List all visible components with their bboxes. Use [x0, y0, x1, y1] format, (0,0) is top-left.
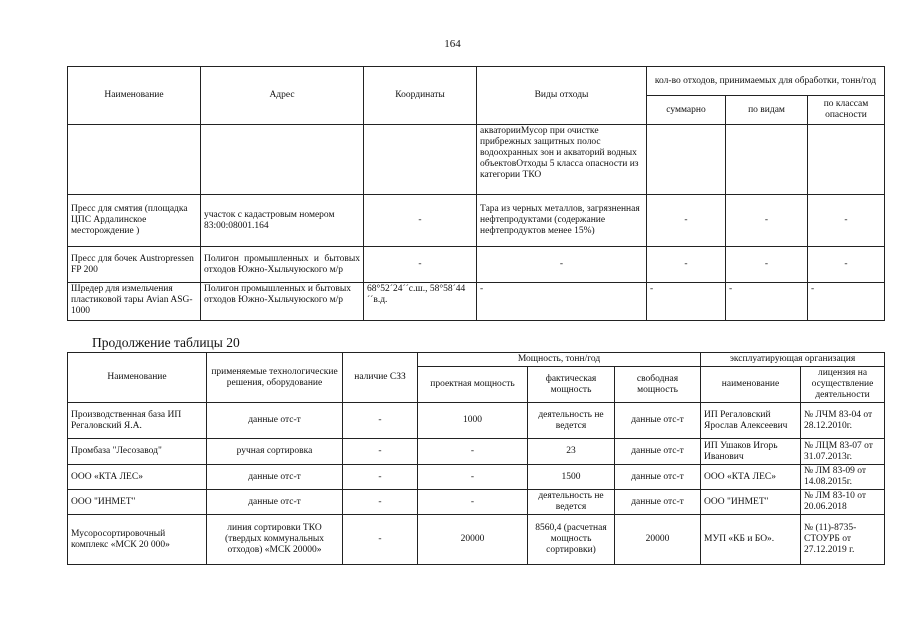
cell-szz: - — [343, 465, 418, 490]
cell-coordinates — [364, 125, 477, 195]
cell-by-hazard: - — [808, 195, 885, 247]
cell-design: 20000 — [418, 515, 528, 565]
cell-name: ООО "ИНМЕТ" — [68, 490, 207, 515]
cell-waste: акваторииМусор при очистке прибрежных защитных полос водоохранных зон и акваторий водных объектовОтходы 5 класса опасности из категории ТКО — [477, 125, 647, 195]
cell-design: 1000 — [418, 403, 528, 439]
cell-szz: - — [343, 439, 418, 465]
cell-operator: ООО "ИНМЕТ" — [701, 490, 801, 515]
header-design-capacity: проектная мощность — [418, 367, 528, 403]
cell-design: - — [418, 465, 528, 490]
cell-szz: - — [343, 515, 418, 565]
cell-free: 20000 — [615, 515, 701, 565]
header-szz: наличие СЗЗ — [343, 353, 418, 403]
header-operator-name: наименование — [701, 367, 801, 403]
cell-address: Полигон промышленных и бытовых отходов Южно-Хыльчуюского м/р — [201, 247, 364, 283]
cell-technology: ручная сортировка — [207, 439, 343, 465]
header-coordinates: Координаты — [364, 67, 477, 125]
cell-total: - — [647, 195, 726, 247]
cell-license: № ЛМ 83-10 от 20.06.2018 — [801, 490, 885, 515]
cell-name — [68, 125, 201, 195]
cell-szz: - — [343, 403, 418, 439]
cell-license: № ЛЦМ 83-07 от 31.07.2013г. — [801, 439, 885, 465]
cell-total: - — [647, 283, 726, 321]
cell-operator: ООО «КТА ЛЕС» — [701, 465, 801, 490]
cell-by-hazard — [808, 125, 885, 195]
header-operator-group: эксплуатирующая организация — [701, 353, 885, 367]
cell-free: данные отс-т — [615, 439, 701, 465]
cell-waste: - — [477, 283, 647, 321]
cell-operator: ИП Регаловский Ярослав Алексеевич — [701, 403, 801, 439]
cell-license: № (11)-8735-СТОУРБ от 27.12.2019 г. — [801, 515, 885, 565]
continuation-title: Продолжение таблицы 20 — [92, 335, 240, 350]
cell-by-type: - — [726, 195, 808, 247]
table-row — [68, 195, 885, 247]
table-row — [68, 403, 885, 439]
cell-name: ООО «КТА ЛЕС» — [68, 465, 207, 490]
cell-name: Пресс для смятия (площадка ЦПС Ардалинское месторождение ) — [68, 195, 201, 247]
cell-operator: МУП «КБ и БО». — [701, 515, 801, 565]
table-row — [68, 515, 885, 565]
cell-total — [647, 125, 726, 195]
cell-name: Промбаза "Лесозавод" — [68, 439, 207, 465]
cell-by-hazard: - — [808, 283, 885, 321]
cell-actual: 1500 — [528, 465, 615, 490]
cell-actual: деятельность не ведется — [528, 403, 615, 439]
waste-sorting-facilities-table — [67, 352, 885, 565]
header-quantity-group: кол-во отходов, принимаемых для обработки, тонн/год — [647, 67, 885, 96]
cell-waste: - — [477, 247, 647, 283]
table-row — [68, 283, 885, 321]
header-license: лицензия на осуществление деятельности — [801, 367, 885, 403]
cell-free: данные отс-т — [615, 465, 701, 490]
header-technology: применяемые технологические решения, оборудование — [207, 353, 343, 403]
cell-by-type: - — [726, 247, 808, 283]
cell-by-type: - — [726, 283, 808, 321]
cell-address — [201, 125, 364, 195]
table-row — [68, 439, 885, 465]
cell-technology: данные отс-т — [207, 465, 343, 490]
table-row — [68, 247, 885, 283]
header-waste-types: Виды отходы — [477, 67, 647, 125]
cell-name: Пресс для бочек Austropressen FP 200 — [68, 247, 201, 283]
cell-waste: Тара из черных металлов, загрязненная нефтепродуктами (содержание нефтепродуктов менее 15%) — [477, 195, 647, 247]
cell-by-type — [726, 125, 808, 195]
cell-license: № ЛЧМ 83-04 от 28.12.2010г. — [801, 403, 885, 439]
cell-name: Шредер для измельчения пластиковой тары Avian ASG-1000 — [68, 283, 201, 321]
cell-coordinates: - — [364, 247, 477, 283]
page-number: 164 — [444, 38, 461, 50]
header-total: суммарно — [647, 96, 726, 125]
cell-technology: линия сортировки ТКО (твердых коммунальных отходов) «МСК 20000» — [207, 515, 343, 565]
header-name: Наименование — [68, 353, 207, 403]
header-by-hazard: по классам опасности — [808, 96, 885, 125]
cell-technology: данные отс-т — [207, 403, 343, 439]
cell-total: - — [647, 247, 726, 283]
cell-coordinates: 68°52´24´´с.ш., 58°58´44´´в.д. — [364, 283, 477, 321]
cell-name: Производственная база ИП Регаловский Я.А. — [68, 403, 207, 439]
table-row — [68, 125, 885, 195]
cell-design: - — [418, 490, 528, 515]
header-address: Адрес — [201, 67, 364, 125]
cell-name: Мусоросортировочный комплекс «МСК 20 000» — [68, 515, 207, 565]
cell-free: данные отс-т — [615, 490, 701, 515]
cell-coordinates: - — [364, 195, 477, 247]
waste-processing-equipment-table — [67, 66, 885, 321]
cell-actual: деятельность не ведется — [528, 490, 615, 515]
cell-design: - — [418, 439, 528, 465]
cell-szz: - — [343, 490, 418, 515]
header-actual-capacity: фактическая мощность — [528, 367, 615, 403]
cell-actual: 8560,4 (расчетная мощность сортировки) — [528, 515, 615, 565]
table-row — [68, 490, 885, 515]
table-row — [68, 465, 885, 490]
cell-by-hazard: - — [808, 247, 885, 283]
cell-free: данные отс-т — [615, 403, 701, 439]
header-name: Наименование — [68, 67, 201, 125]
cell-operator: ИП Ушаков Игорь Иванович — [701, 439, 801, 465]
cell-license: № ЛМ 83-09 от 14.08.2015г. — [801, 465, 885, 490]
cell-actual: 23 — [528, 439, 615, 465]
cell-address: участок с кадастровым номером 83:00:08001.164 — [201, 195, 364, 247]
header-free-capacity: свободная мощность — [615, 367, 701, 403]
cell-address: Полигон промышленных и бытовых отходов Южно-Хыльчуюского м/р — [201, 283, 364, 321]
header-by-type: по видам — [726, 96, 808, 125]
cell-technology: данные отс-т — [207, 490, 343, 515]
header-capacity-group: Мощность, тонн/год — [418, 353, 701, 367]
